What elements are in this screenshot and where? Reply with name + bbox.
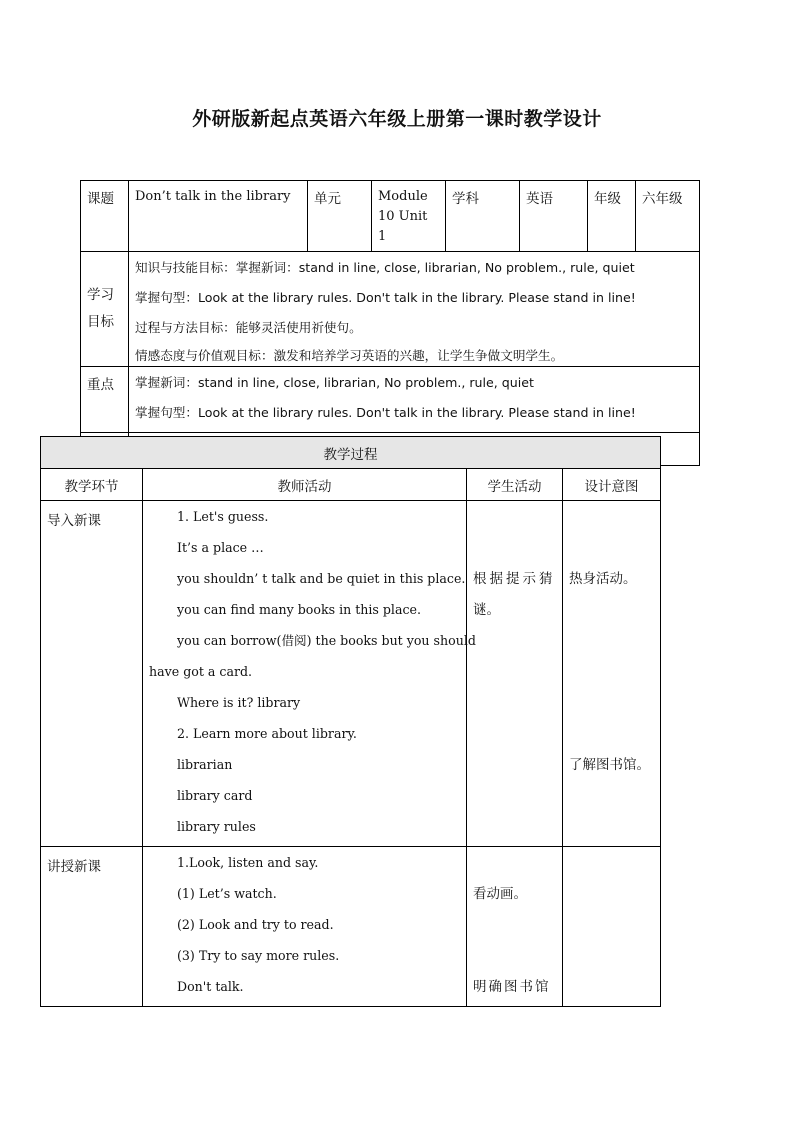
student-activity-line-1: 看动画。	[473, 886, 527, 902]
column-header-student: 学生活动	[467, 469, 563, 501]
goal-item: 掌握句型：Look at the library rules. Don't talk in the library. Please stand in line!	[135, 290, 636, 305]
teacher-activity	[143, 501, 476, 847]
unit-value-line-1: Module	[378, 189, 428, 204]
student-activity-line-2: 谜。	[473, 602, 500, 618]
lesson-info-table	[80, 180, 700, 466]
column-header-teacher: 教师活动	[143, 469, 467, 501]
teacher-line: Where is it? library	[177, 695, 301, 710]
column-header-row	[41, 469, 661, 501]
teacher-line: you shouldn’ t talk and be quiet in this place.	[177, 571, 466, 586]
key-label: 重点	[81, 367, 129, 433]
unit-label: 单元	[308, 181, 372, 252]
teacher-line: you can find many books in this place.	[177, 602, 421, 617]
topic-value: Don’t talk in the library	[129, 181, 308, 252]
key-point-item: 掌握新词：stand in line, close, librarian, No problem., rule, quiet	[135, 375, 534, 390]
teacher-line: 1.Look, listen and say.	[177, 855, 319, 870]
column-header-stage: 教学环节	[41, 469, 143, 501]
teacher-line: 1. Let's guess.	[177, 509, 269, 524]
teacher-line: you can borrow(借阅) the books but you should	[177, 633, 476, 648]
goals-label-line-2: 目标	[87, 314, 114, 330]
student-activity-line-1: 根据提示猜	[473, 571, 556, 587]
key-point-item: 掌握句型：Look at the library rules. Don't talk in the library. Please stand in line!	[135, 405, 636, 420]
section-row-intro	[41, 501, 661, 847]
goals-row	[81, 252, 700, 367]
column-header-intent: 设计意图	[563, 469, 661, 501]
unit-value-line-2: 10 Unit 1	[378, 209, 428, 244]
section-row-new	[41, 847, 661, 1007]
process-header-row	[41, 437, 661, 469]
goal-item: 情感态度与价值观目标：激发和培养学习英语的兴趣，让学生争做文明学生。	[135, 348, 564, 363]
goal-item: 过程与方法目标：能够灵活使用祈使句。	[135, 320, 362, 335]
key-points-row	[81, 367, 700, 433]
teacher-activity	[143, 847, 467, 1007]
design-intent-line-1: 热身活动。	[569, 571, 637, 587]
goal-item: 知识与技能目标：掌握新词：stand in line, close, librarian, No problem., rule, quiet	[135, 260, 635, 275]
teacher-line: (2) Look and try to read.	[177, 917, 334, 932]
subject-label: 学科	[446, 181, 520, 252]
teacher-line: library rules	[177, 819, 256, 834]
goals-label-line-1: 学习	[87, 287, 114, 303]
teacher-line: It’s a place …	[177, 540, 264, 555]
teacher-line: library card	[177, 788, 253, 803]
design-intent-line-2: 了解图书馆。	[569, 757, 650, 773]
teacher-line: 2. Learn more about library.	[177, 726, 357, 741]
student-activity	[467, 501, 563, 847]
goals-content	[129, 252, 700, 367]
teacher-line: (3) Try to say more rules.	[177, 948, 340, 963]
section-name: 导入新课	[41, 501, 143, 847]
student-activity-line-2: 明确图书馆	[473, 979, 551, 995]
grade-label: 年级	[588, 181, 636, 252]
design-intent	[563, 847, 661, 1007]
teaching-process-table	[40, 436, 661, 1007]
section-name: 讲授新课	[41, 847, 143, 1007]
info-row	[81, 181, 700, 252]
teacher-line: Don't talk.	[177, 979, 244, 994]
subject-value: 英语	[520, 181, 588, 252]
goals-label	[81, 252, 129, 367]
teacher-line: have got a card.	[149, 664, 253, 679]
teacher-line: (1) Let’s watch.	[177, 886, 277, 901]
topic-label: 课题	[81, 181, 129, 252]
design-intent	[563, 501, 661, 847]
document-title: 外研版新起点英语六年级上册第一课时教学设计	[192, 108, 602, 130]
key-content	[129, 367, 700, 433]
unit-value	[372, 181, 446, 252]
grade-value: 六年级	[636, 181, 700, 252]
teacher-line: librarian	[177, 757, 233, 772]
student-activity	[467, 847, 563, 1007]
process-header: 教学过程	[41, 437, 661, 469]
